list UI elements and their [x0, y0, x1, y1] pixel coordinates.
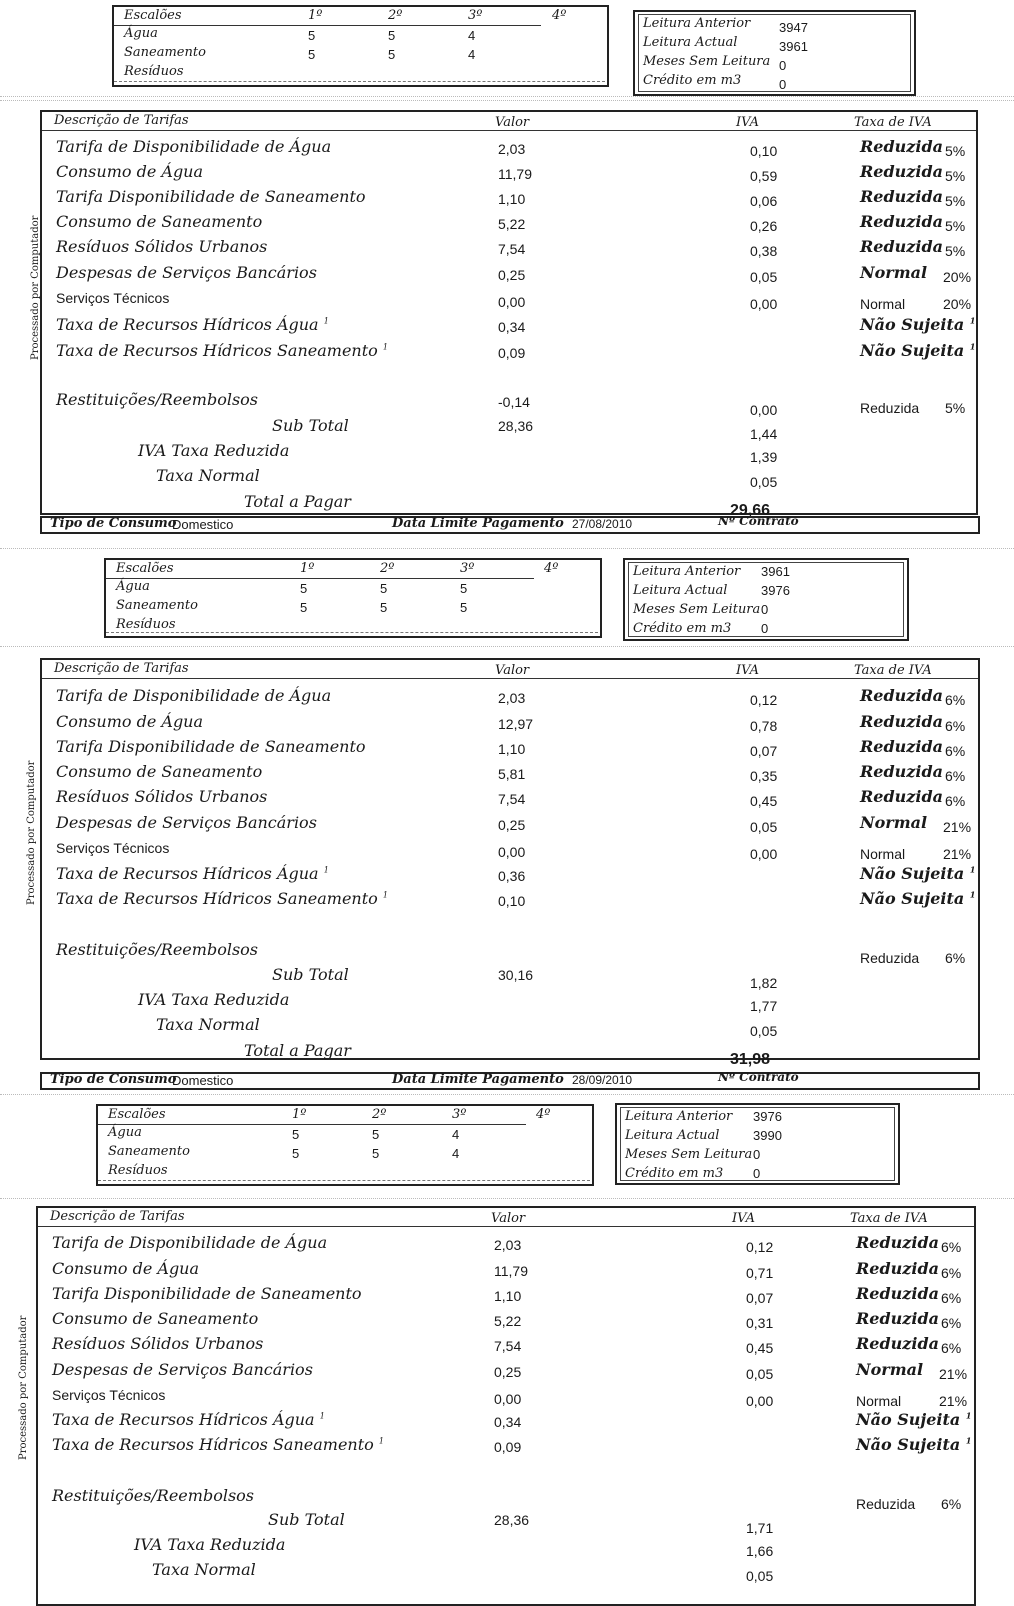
tariff-valor: 11,79 — [494, 1263, 528, 1279]
iva-reduzida-label: IVA Taxa Reduzida — [138, 990, 290, 1009]
valor-header: Valor — [491, 1211, 526, 1226]
tariff-valor: 0,34 — [498, 319, 526, 335]
iva-reduzida-value: 1,39 — [750, 449, 778, 465]
tariff-taxa-tipo: Reduzida — [860, 187, 944, 206]
escaloes-header-rule — [114, 25, 541, 26]
tariff-iva: 0,05 — [750, 269, 778, 285]
iva-header: IVA — [732, 1211, 756, 1226]
saneamento-escalao-2-value: 5 — [372, 1146, 380, 1161]
taxa-iva-header: Taxa de IVA — [854, 663, 932, 678]
taxa-normal-value: 0,05 — [750, 1023, 778, 1039]
tariff-item-label: Consumo de Saneamento — [52, 1309, 259, 1328]
scan-artifact-line — [0, 646, 1014, 647]
saneamento-escalao-2-value: 5 — [380, 600, 388, 615]
agua-escalao-2-value: 5 — [380, 581, 388, 596]
residuos-label: Resíduos — [124, 64, 184, 79]
tariff-valor: 5,22 — [494, 1313, 522, 1329]
tariff-valor: 2,03 — [498, 141, 526, 157]
tariff-taxa-pct: 6% — [941, 1315, 962, 1331]
taxa-normal-label: Taxa Normal — [156, 1015, 260, 1034]
tariff-item-label: Despesas de Serviços Bancários — [56, 813, 317, 832]
total-a-pagar-label: Total a Pagar — [244, 492, 351, 511]
escalao-3-header: 3º — [468, 8, 483, 23]
saneamento-escalao-1-value: 5 — [300, 600, 308, 615]
iva-header: IVA — [736, 115, 760, 130]
tariff-iva: 0,35 — [750, 768, 778, 784]
escalao-2-header: 2º — [388, 8, 403, 23]
tariff-item-label: Taxa de Recursos Hídricos Água $^1$ — [56, 315, 329, 334]
saneamento-label: Saneamento — [108, 1144, 190, 1159]
agua-escalao-1-value: 5 — [300, 581, 308, 596]
valor-header: Valor — [495, 663, 530, 678]
footnote-mark: 1 — [969, 315, 976, 326]
restituicoes-taxa-tipo: Reduzida — [860, 400, 920, 416]
leitura-meses-value: 0 — [779, 58, 787, 73]
tariff-valor: 0,09 — [498, 345, 526, 361]
tariff-taxa-pct: 5% — [945, 243, 966, 259]
saneamento-escalao-1-value: 5 — [292, 1146, 300, 1161]
saneamento-label: Saneamento — [124, 45, 206, 60]
tariff-taxa-tipo: Reduzida — [860, 162, 944, 181]
tariff-taxa-tipo: Normal — [860, 813, 928, 832]
taxa-normal-value: 0,05 — [746, 1568, 774, 1584]
escaloes-bottom-rule — [106, 632, 598, 633]
restituicoes-label: Restituições/Reembolsos — [56, 390, 258, 409]
tariff-valor: 0,09 — [494, 1439, 522, 1455]
tariff-item-label: Serviços Técnicos — [52, 1387, 166, 1403]
tariff-valor: 7,54 — [494, 1338, 522, 1354]
tariff-valor: 7,54 — [498, 791, 526, 807]
tariff-valor: 0,00 — [494, 1391, 522, 1407]
tariff-iva: 0,10 — [750, 143, 778, 159]
leitura-actual-label: Leitura Actual — [625, 1128, 720, 1143]
tariff-valor: 12,97 — [498, 716, 534, 732]
restituicoes-valor: -0,14 — [498, 394, 530, 410]
escalao-1-header: 1º — [308, 8, 323, 23]
leitura-credito-value: 0 — [779, 77, 787, 92]
tariff-taxa-tipo: Reduzida — [860, 686, 944, 705]
tariff-taxa-pct: 6% — [941, 1239, 962, 1255]
tariff-item-label: Tarifa Disponibilidade de Saneamento — [52, 1284, 362, 1303]
tariff-taxa-tipo: Não Sujeita $^1$ — [856, 1435, 972, 1454]
tariff-taxa-pct: 21% — [943, 846, 972, 862]
leitura-anterior-value: 3976 — [753, 1109, 782, 1124]
agua-label: Água — [108, 1125, 142, 1140]
saneamento-escalao-2-value: 5 — [388, 47, 396, 62]
tariff-iva: 0,26 — [750, 218, 778, 234]
subtotal-valor: 28,36 — [494, 1512, 530, 1528]
tariff-iva: 0,12 — [746, 1239, 774, 1255]
processado-por-computador-label: Processado por Computador — [30, 215, 41, 360]
saneamento-escalao-3-value: 4 — [452, 1146, 460, 1161]
tariff-taxa-pct: 6% — [941, 1340, 962, 1356]
leitura-actual-label: Leitura Actual — [643, 35, 738, 50]
tariff-taxa-tipo: Reduzida — [856, 1233, 940, 1252]
taxa-iva-header: Taxa de IVA — [850, 1211, 928, 1226]
tariff-taxa-pct: 5% — [945, 218, 966, 234]
tariff-taxa-tipo: Reduzida — [856, 1284, 940, 1303]
leitura-meses-label: Meses Sem Leitura — [633, 602, 761, 617]
tariff-taxa-pct: 6% — [945, 692, 966, 708]
taxa-normal-label: Taxa Normal — [152, 1560, 256, 1579]
subtotal-label: Sub Total — [272, 416, 349, 435]
footnote-mark: 1 — [378, 1436, 384, 1446]
scan-artifact-line — [0, 100, 1014, 101]
tariff-valor: 1,10 — [498, 191, 526, 207]
leitura-meses-value: 0 — [761, 602, 769, 617]
tariff-taxa-tipo: Não Sujeita $^1$ — [860, 341, 976, 360]
tariff-taxa-tipo: Não Sujeita $^1$ — [856, 1410, 972, 1429]
iva-reduzida-value: 1,77 — [750, 998, 778, 1014]
tariff-valor: 5,81 — [498, 766, 526, 782]
scan-artifact-line — [0, 548, 1014, 549]
tariff-item-label: Resíduos Sólidos Urbanos — [52, 1334, 264, 1353]
saneamento-label: Saneamento — [116, 598, 198, 613]
agua-escalao-1-value: 5 — [292, 1127, 300, 1142]
tariff-taxa-pct: 20% — [943, 296, 972, 312]
tariff-taxa-pct: 6% — [945, 793, 966, 809]
tariff-taxa-tipo: Normal — [856, 1360, 924, 1379]
tariff-taxa-pct: 6% — [945, 718, 966, 734]
escaloes-header-rule — [106, 578, 534, 579]
subtotal-iva: 1,71 — [746, 1520, 774, 1536]
tariff-valor: 0,25 — [498, 267, 526, 283]
tipo-consumo-value: Domestico — [172, 1073, 234, 1088]
tariff-taxa-tipo: Não Sujeita $^1$ — [860, 864, 976, 883]
tariff-item-label: Consumo de Água — [52, 1259, 200, 1278]
tarifas-header-rule — [42, 130, 976, 131]
iva-reduzida-value: 1,66 — [746, 1543, 774, 1559]
tariff-item-label: Despesas de Serviços Bancários — [56, 263, 317, 282]
tariff-valor: 2,03 — [498, 690, 526, 706]
tariff-item-label: Despesas de Serviços Bancários — [52, 1360, 313, 1379]
tariff-valor: 0,00 — [498, 294, 526, 310]
processado-por-computador-label: Processado por Computador — [18, 1315, 29, 1460]
tariff-valor: 0,25 — [498, 817, 526, 833]
agua-escalao-2-value: 5 — [388, 28, 396, 43]
tariff-iva: 0,38 — [750, 243, 778, 259]
footnote-mark: 1 — [382, 890, 388, 900]
tarifas-header-rule — [42, 678, 978, 679]
tarifas-header-rule — [38, 1226, 974, 1227]
subtotal-iva: 1,44 — [750, 426, 778, 442]
subtotal-valor: 28,36 — [498, 418, 534, 434]
tariff-valor: 1,10 — [498, 741, 526, 757]
tariff-taxa-tipo: Reduzida — [860, 737, 944, 756]
leitura-anterior-value: 3961 — [761, 564, 790, 579]
escaloes-header-rule — [98, 1124, 526, 1125]
restituicoes-label: Restituições/Reembolsos — [52, 1486, 254, 1505]
total-a-pagar-label: Total a Pagar — [244, 1041, 351, 1060]
total-a-pagar-value: 31,98 — [730, 1051, 771, 1068]
saneamento-escalao-3-value: 4 — [468, 47, 476, 62]
tipo-consumo-label: Tipo de Consumo — [50, 1072, 177, 1087]
escalao-3-header: 3º — [460, 561, 475, 576]
iva-reduzida-label: IVA Taxa Reduzida — [134, 1535, 286, 1554]
scan-artifact-line — [0, 1198, 1014, 1199]
tariff-iva: 0,00 — [746, 1393, 774, 1409]
tariff-taxa-pct: 21% — [939, 1393, 968, 1409]
data-limite-label: Data Limite Pagamento — [392, 516, 564, 531]
tariff-iva: 0,07 — [746, 1290, 774, 1306]
leitura-anterior-label: Leitura Anterior — [643, 16, 751, 31]
tariff-iva: 0,05 — [746, 1366, 774, 1382]
tariff-valor: 5,22 — [498, 216, 526, 232]
footnote-mark: 1 — [969, 889, 976, 900]
escaloes-header: Escalões — [124, 8, 182, 23]
tariff-taxa-tipo: Reduzida — [860, 237, 944, 256]
tariff-taxa-tipo: Reduzida — [860, 787, 944, 806]
tariff-taxa-tipo: Normal — [860, 296, 906, 312]
tariff-taxa-pct: 5% — [945, 168, 966, 184]
restituicoes-label: Restituições/Reembolsos — [56, 940, 258, 959]
tariff-item-label: Resíduos Sólidos Urbanos — [56, 237, 268, 256]
iva-header: IVA — [736, 663, 760, 678]
tariff-taxa-tipo: Normal — [856, 1393, 902, 1409]
descricao-header: Descrição de Tarifas — [54, 113, 189, 128]
tariff-valor: 11,79 — [498, 166, 532, 182]
tariff-taxa-tipo: Reduzida — [856, 1334, 940, 1353]
tariff-valor: 0,36 — [498, 868, 526, 884]
leitura-meses-value: 0 — [753, 1147, 761, 1162]
descricao-header: Descrição de Tarifas — [50, 1209, 185, 1224]
tariff-iva: 0,05 — [750, 819, 778, 835]
tariff-valor: 0,25 — [494, 1364, 522, 1380]
leitura-credito-value: 0 — [753, 1166, 761, 1181]
subtotal-iva: 1,82 — [750, 975, 778, 991]
saneamento-escalao-1-value: 5 — [308, 47, 316, 62]
tariff-iva: 0,45 — [746, 1340, 774, 1356]
footnote-mark: 1 — [965, 1410, 972, 1421]
tariff-item-label: Tarifa de Disponibilidade de Água — [56, 137, 332, 156]
taxa-iva-header: Taxa de IVA — [854, 115, 932, 130]
escalao-4-header: 4º — [544, 561, 559, 576]
tariff-taxa-pct: 6% — [945, 743, 966, 759]
tariff-item-label: Resíduos Sólidos Urbanos — [56, 787, 268, 806]
footnote-mark: 1 — [969, 864, 976, 875]
tariff-iva: 0,07 — [750, 743, 778, 759]
contrato-label: Nº Contrato — [718, 514, 799, 528]
escalao-1-header: 1º — [292, 1107, 307, 1122]
footnote-mark: 1 — [319, 1411, 325, 1421]
data-limite-value: 27/08/2010 — [572, 517, 633, 531]
tariff-iva: 0,59 — [750, 168, 778, 184]
tariff-taxa-tipo: Normal — [860, 263, 928, 282]
escaloes-bottom-rule — [114, 81, 605, 82]
contrato-label: Nº Contrato — [718, 1070, 799, 1084]
tariff-item-label: Serviços Técnicos — [56, 290, 170, 306]
footnote-mark: 1 — [382, 342, 388, 352]
tariff-item-label: Tarifa de Disponibilidade de Água — [56, 686, 332, 705]
tariff-iva: 0,45 — [750, 793, 778, 809]
leitura-anterior-label: Leitura Anterior — [625, 1109, 733, 1124]
tipo-consumo-value: Domestico — [172, 517, 234, 532]
tariff-iva: 0,71 — [746, 1265, 774, 1281]
escaloes-bottom-rule — [98, 1180, 590, 1181]
total-a-pagar-value: 29,66 — [730, 502, 771, 519]
taxa-normal-label: Taxa Normal — [156, 466, 260, 485]
iva-reduzida-label: IVA Taxa Reduzida — [138, 441, 290, 460]
tariff-item-label: Tarifa de Disponibilidade de Água — [52, 1233, 328, 1252]
footnote-mark: 1 — [323, 316, 329, 326]
tariff-taxa-tipo: Reduzida — [856, 1259, 940, 1278]
tariff-item-label: Taxa de Recursos Hídricos Água $^1$ — [56, 864, 329, 883]
leitura-actual-value: 3976 — [761, 583, 790, 598]
data-limite-label: Data Limite Pagamento — [392, 1072, 564, 1087]
valor-header: Valor — [495, 115, 530, 130]
residuos-label: Resíduos — [108, 1163, 168, 1178]
agua-label: Água — [124, 26, 158, 41]
escalao-1-header: 1º — [300, 561, 315, 576]
tariff-taxa-pct: 20% — [943, 269, 972, 285]
tariff-item-label: Consumo de Água — [56, 162, 204, 181]
tariff-valor: 0,34 — [494, 1414, 522, 1430]
restituicoes-iva: 0,00 — [750, 402, 778, 418]
tariff-item-label: Serviços Técnicos — [56, 840, 170, 856]
leitura-actual-label: Leitura Actual — [633, 583, 728, 598]
tariff-taxa-tipo: Normal — [860, 846, 906, 862]
subtotal-label: Sub Total — [268, 1510, 345, 1529]
escalao-2-header: 2º — [372, 1107, 387, 1122]
restituicoes-taxa-pct: 6% — [941, 1496, 962, 1512]
tariff-iva: 0,12 — [750, 692, 778, 708]
tariff-item-label: Consumo de Água — [56, 712, 204, 731]
descricao-header: Descrição de Tarifas — [54, 661, 189, 676]
tariff-iva: 0,31 — [746, 1315, 774, 1331]
tariff-iva: 0,06 — [750, 193, 778, 209]
tariff-taxa-tipo: Não Sujeita $^1$ — [860, 889, 976, 908]
escalao-4-header: 4º — [536, 1107, 551, 1122]
footnote-mark: 1 — [323, 865, 329, 875]
agua-escalao-3-value: 5 — [460, 581, 468, 596]
tariff-valor: 7,54 — [498, 241, 526, 257]
tariff-item-label: Consumo de Saneamento — [56, 762, 263, 781]
escaloes-header: Escalões — [116, 561, 174, 576]
scan-artifact-line — [0, 96, 1014, 97]
tariff-taxa-tipo: Reduzida — [856, 1309, 940, 1328]
agua-escalao-3-value: 4 — [468, 28, 476, 43]
tariff-item-label: Consumo de Saneamento — [56, 212, 263, 231]
restituicoes-taxa-pct: 5% — [945, 400, 966, 416]
tariff-item-label: Tarifa Disponibilidade de Saneamento — [56, 737, 366, 756]
scan-artifact-line — [0, 1094, 1014, 1095]
leitura-actual-value: 3961 — [779, 39, 808, 54]
data-limite-value: 28/09/2010 — [572, 1073, 633, 1087]
tariff-taxa-tipo: Não Sujeita $^1$ — [860, 315, 976, 334]
leitura-actual-value: 3990 — [753, 1128, 782, 1143]
tariff-taxa-pct: 6% — [945, 768, 966, 784]
agua-label: Água — [116, 579, 150, 594]
footnote-mark: 1 — [965, 1435, 972, 1446]
tariff-taxa-pct: 21% — [939, 1366, 968, 1382]
tariff-taxa-pct: 21% — [943, 819, 972, 835]
tariff-valor: 2,03 — [494, 1237, 522, 1253]
tariff-taxa-tipo: Reduzida — [860, 137, 944, 156]
leitura-meses-label: Meses Sem Leitura — [643, 54, 771, 69]
escalao-2-header: 2º — [380, 561, 395, 576]
restituicoes-taxa-pct: 6% — [945, 950, 966, 966]
agua-escalao-2-value: 5 — [372, 1127, 380, 1142]
escalao-3-header: 3º — [452, 1107, 467, 1122]
tariff-valor: 0,10 — [498, 893, 526, 909]
tariff-taxa-pct: 5% — [945, 193, 966, 209]
tariff-iva: 0,00 — [750, 296, 778, 312]
taxa-normal-value: 0,05 — [750, 474, 778, 490]
processado-por-computador-label: Processado por Computador — [26, 760, 37, 905]
subtotal-valor: 30,16 — [498, 967, 534, 983]
residuos-label: Resíduos — [116, 617, 176, 632]
tariff-taxa-tipo: Reduzida — [860, 712, 944, 731]
tariff-iva: 0,00 — [750, 846, 778, 862]
tariff-valor: 0,00 — [498, 844, 526, 860]
leitura-anterior-label: Leitura Anterior — [633, 564, 741, 579]
leitura-credito-label: Crédito em m3 — [625, 1166, 724, 1181]
tipo-consumo-label: Tipo de Consumo — [50, 516, 177, 531]
tariff-item-label: Taxa de Recursos Hídricos Saneamento $^1$ — [56, 889, 388, 908]
tariff-valor: 1,10 — [494, 1288, 522, 1304]
leitura-credito-label: Crédito em m3 — [643, 73, 742, 88]
leitura-anterior-value: 3947 — [779, 20, 808, 35]
tariff-taxa-pct: 6% — [941, 1265, 962, 1281]
restituicoes-taxa-tipo: Reduzida — [856, 1496, 916, 1512]
subtotal-label: Sub Total — [272, 965, 349, 984]
agua-escalao-3-value: 4 — [452, 1127, 460, 1142]
restituicoes-taxa-tipo: Reduzida — [860, 950, 920, 966]
escalao-4-header: 4º — [552, 8, 567, 23]
tariff-iva: 0,78 — [750, 718, 778, 734]
leitura-credito-value: 0 — [761, 621, 769, 636]
escaloes-header: Escalões — [108, 1107, 166, 1122]
leitura-meses-label: Meses Sem Leitura — [625, 1147, 753, 1162]
tariff-taxa-tipo: Reduzida — [860, 212, 944, 231]
tariff-item-label: Taxa de Recursos Hídricos Saneamento $^1$ — [52, 1435, 384, 1454]
tariff-taxa-pct: 5% — [945, 143, 966, 159]
tariff-taxa-tipo: Reduzida — [860, 762, 944, 781]
tariff-item-label: Taxa de Recursos Hídricos Água $^1$ — [52, 1410, 325, 1429]
tariff-taxa-pct: 6% — [941, 1290, 962, 1306]
leitura-credito-label: Crédito em m3 — [633, 621, 732, 636]
tariff-item-label: Tarifa Disponibilidade de Saneamento — [56, 187, 366, 206]
footnote-mark: 1 — [969, 341, 976, 352]
saneamento-escalao-3-value: 5 — [460, 600, 468, 615]
tariff-item-label: Taxa de Recursos Hídricos Saneamento $^1$ — [56, 341, 388, 360]
agua-escalao-1-value: 5 — [308, 28, 316, 43]
